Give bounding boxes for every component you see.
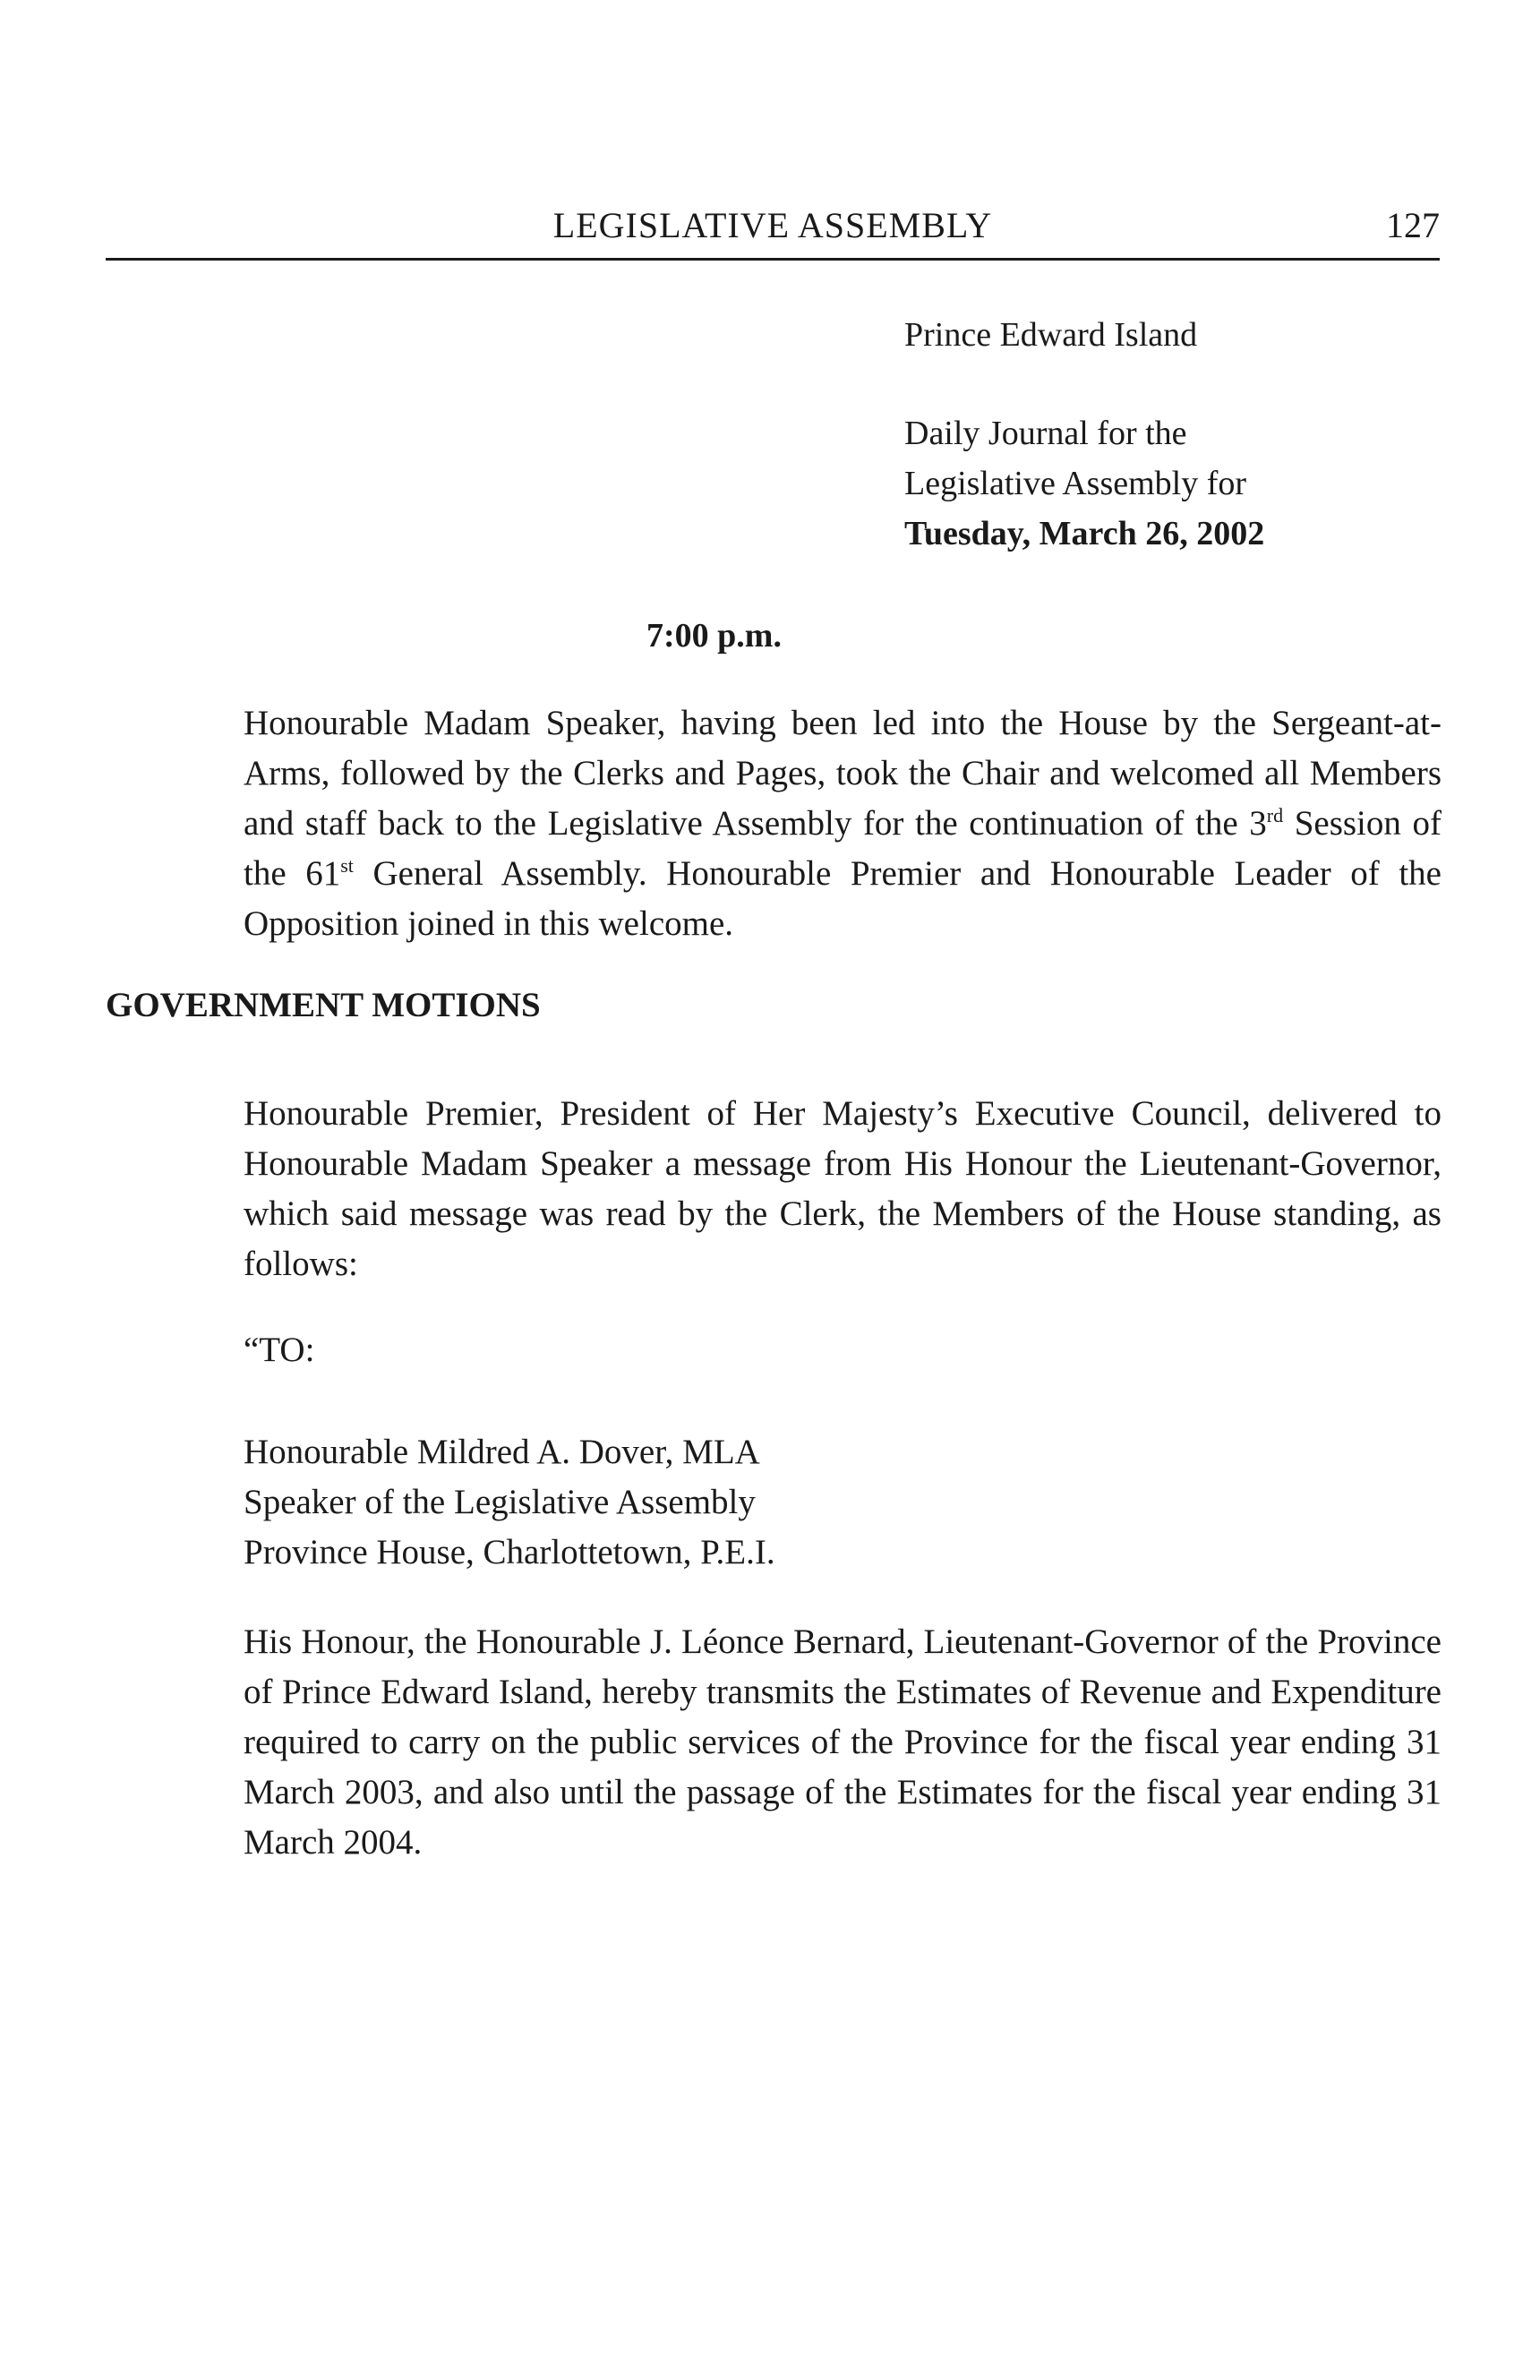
running-header (106, 204, 1440, 261)
opening-text-3: General Assembly. Honourable Premier and Honourable Leader of the Opposition joined in this welcome. (244, 854, 1442, 943)
page-number: 127 (1386, 205, 1440, 245)
sitting-time: 7:00 p.m. (646, 617, 782, 655)
journal-title-block (904, 408, 1264, 559)
journal-line-2: Legislative Assembly for (904, 465, 1247, 502)
opening-text-2: Session of the 61 (244, 804, 1442, 893)
ordinal-suffix-rd: rd (1266, 804, 1284, 826)
message-intro-paragraph: Honourable Premier, President of Her Majesty’s Executive Council, delivered to Honourable Madam Speaker a message from His Honour the Lieutenant-Governor, which said message was read by the Clerk, the Members of the House standing, as follows: (244, 1094, 1442, 1283)
addressee-line-1: Honourable Mildred A. Dover, MLA (244, 1433, 760, 1471)
ordinal-suffix-st: st (340, 854, 354, 877)
addressee-line-3: Province House, Charlottetown, P.E.I. (244, 1533, 775, 1571)
addressee-block (244, 1427, 1442, 1578)
opening-paragraph (244, 698, 1442, 949)
header-title: LEGISLATIVE ASSEMBLY (552, 205, 993, 245)
section-heading: GOVERNMENT MOTIONS (106, 986, 541, 1024)
message-body-paragraph: His Honour, the Honourable J. Léonce Bernard, Lieutenant-Governor of the Province of Prince Edward Island, hereby transmits the Estimates of Revenue and Expenditure required to carry on the public services of the Province for the fiscal year ending 31 March 2003, and also until the passage of the Estimates for the fiscal year ending 31 March 2004. (244, 1622, 1442, 1862)
journal-line-1: Daily Journal for the (904, 415, 1187, 452)
journal-date: Tuesday, March 26, 2002 (904, 515, 1265, 552)
addressee-line-2: Speaker of the Legislative Assembly (244, 1483, 756, 1521)
province-name: Prince Edward Island (904, 316, 1198, 354)
to-label: “TO: (244, 1331, 315, 1369)
opening-text-1: Honourable Madam Speaker, having been led into the House by the Sergeant-at-Arms, followed by the Clerks and Pages, took the Chair and welcomed all Members and staff back to the Legislative Assembly for the continuation of the 3 (244, 704, 1442, 843)
